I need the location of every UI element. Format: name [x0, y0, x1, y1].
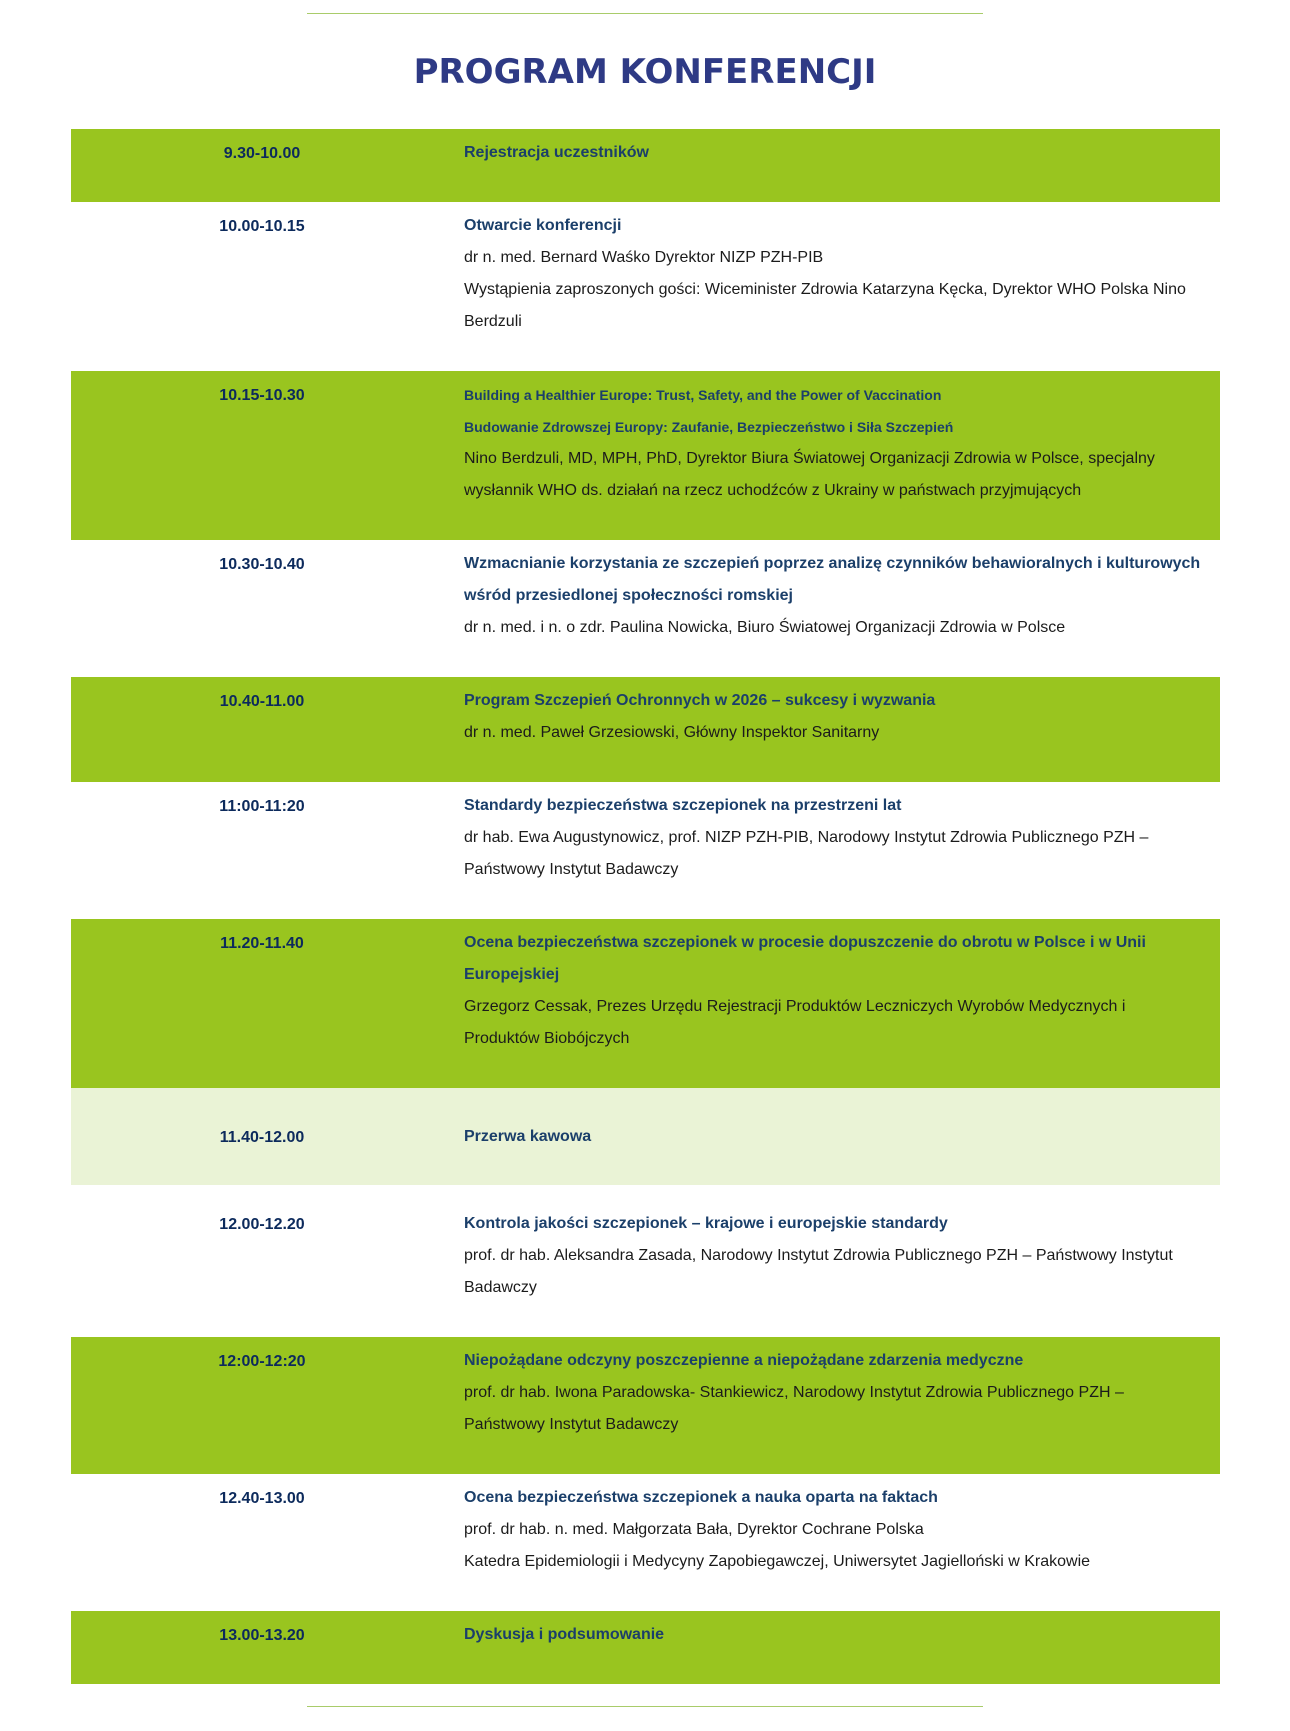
- top-divider: [307, 13, 983, 14]
- schedule-row: [71, 1611, 1220, 1684]
- session-title: Rejestracja uczestników: [464, 144, 649, 161]
- session-time: 10.30-10.40: [219, 556, 305, 573]
- session-speaker: dr n. med. i n. o zdr. Paulina Nowicka, Biuro Światowej Organizacji Zdrowia w Polsce: [464, 619, 1066, 636]
- session-content: [464, 548, 1209, 644]
- session-speaker: prof. dr hab. n. med. Małgorzata Bała, Dyrektor Cochrane Polska: [464, 1521, 924, 1538]
- session-title: Program Szczepień Ochronnych w 2026 – sukcesy i wyzwania: [464, 692, 936, 709]
- session-title: Kontrola jakości szczepionek – krajowe i europejskie standardy: [464, 1215, 948, 1232]
- session-speaker: Badawczy: [464, 1279, 537, 1296]
- session-title: Otwarcie konferencji: [464, 217, 622, 234]
- session-speaker: Grzegorz Cessak, Prezes Urzędu Rejestracji Produktów Leczniczych Wyrobów Medycznych i: [464, 998, 1126, 1015]
- session-speaker: Katedra Epidemiologii i Medycyny Zapobiegawczej, Uniwersytet Jagielloński w Krakowie: [464, 1553, 1091, 1570]
- session-speaker: Państwowy Instytut Badawczy: [464, 1416, 679, 1433]
- session-speaker: dr hab. Ewa Augustynowicz, prof. NIZP PZH-PIB, Narodowy Instytut Zdrowia Publicznego PZH –: [464, 829, 1149, 846]
- session-content: [464, 1619, 1209, 1651]
- session-time: 12.00-12.20: [219, 1216, 305, 1233]
- schedule-table: [71, 129, 1220, 1684]
- session-content: [464, 790, 1209, 886]
- session-time: 10.40-11.00: [219, 693, 305, 710]
- schedule-row: [71, 1337, 1220, 1474]
- session-title-pl: Budowanie Zdrowszej Europy: Zaufanie, Bezpieczeństwo i Siła Szczepień: [464, 419, 954, 435]
- session-title: Ocena bezpieczeństwa szczepionek w procesie dopuszczenie do obrotu w Polsce i w Unii: [464, 934, 1146, 951]
- session-speaker: Produktów Biobójczych: [464, 1030, 630, 1047]
- session-time: 10.15-10.30: [219, 387, 305, 404]
- schedule-row-break: [71, 1088, 1220, 1185]
- session-title: Wzmacnianie korzystania ze szczepień poprzez analizę czynników behawioralnych i kulturowych: [464, 555, 1201, 572]
- bottom-divider: [307, 1706, 983, 1707]
- session-time: 11.40-12.00: [219, 1129, 305, 1146]
- session-content: [464, 685, 1209, 749]
- session-title: Dyskusja i podsumowanie: [464, 1626, 665, 1643]
- session-time: 12:00-12:20: [218, 1353, 306, 1370]
- schedule-row: [71, 540, 1220, 677]
- session-time: 11.20-11.40: [220, 935, 304, 952]
- session-content: [464, 1345, 1209, 1441]
- session-title: Ocena bezpieczeństwa szczepionek a nauka oparta na faktach: [464, 1489, 938, 1506]
- session-title-en: Building a Healthier Europe: Trust, Safety, and the Power of Vaccination: [464, 387, 942, 403]
- session-content: [464, 1208, 1209, 1304]
- schedule-row: [71, 919, 1220, 1088]
- schedule-row: [71, 1185, 1220, 1337]
- schedule-row: [71, 677, 1220, 782]
- session-content: [464, 1482, 1209, 1578]
- session-title: Przerwa kawowa: [464, 1128, 592, 1145]
- session-speaker: prof. dr hab. Iwona Paradowska- Stankiewicz, Narodowy Instytut Zdrowia Publicznego PZH –: [464, 1384, 1124, 1401]
- session-time: 11:00-11:20: [219, 798, 305, 815]
- schedule-row: [71, 129, 1220, 202]
- session-speaker: Nino Berdzuli, MD, MPH, PhD, Dyrektor Biura Światowej Organizacji Zdrowia w Polsce, specjalny: [464, 450, 1155, 467]
- session-speaker: Państwowy Instytut Badawczy: [464, 861, 679, 878]
- session-speaker: dr n. med. Bernard Waśko Dyrektor NIZP PZH-PIB: [464, 249, 824, 266]
- session-time: 9.30-10.00: [223, 145, 301, 162]
- session-title: Niepożądane odczyny poszczepienne a niepożądane zdarzenia medyczne: [464, 1352, 1024, 1369]
- session-content: [464, 1121, 1209, 1153]
- session-time: 10.00-10.15: [219, 218, 305, 235]
- page-title: PROGRAM KONFERENCJI: [413, 52, 877, 92]
- session-content: [464, 210, 1209, 338]
- session-speaker: Berdzuli: [464, 313, 522, 330]
- session-content: [464, 927, 1209, 1055]
- session-speaker: prof. dr hab. Aleksandra Zasada, Narodowy Instytut Zdrowia Publicznego PZH – Państwowy Instytut: [464, 1247, 1173, 1264]
- schedule-row: [71, 371, 1220, 540]
- session-title: Europejskiej: [464, 966, 560, 983]
- session-title: Standardy bezpieczeństwa szczepionek na przestrzeni lat: [464, 797, 902, 814]
- session-speaker: dr n. med. Paweł Grzesiowski, Główny Inspektor Sanitarny: [464, 724, 880, 741]
- session-content: [464, 379, 1209, 507]
- session-speaker: Wystąpienia zaproszonych gości: Wiceminister Zdrowia Katarzyna Kęcka, Dyrektor WHO Polska Nino: [464, 281, 1186, 298]
- session-title: wśród przesiedlonej społeczności romskiej: [464, 587, 793, 604]
- session-time: 13.00-13.20: [219, 1627, 305, 1644]
- session-speaker: wysłannik WHO ds. działań na rzecz uchodźców z Ukrainy w państwach przyjmujących: [464, 482, 1082, 499]
- schedule-row: [71, 1474, 1220, 1611]
- schedule-row: [71, 782, 1220, 919]
- schedule-row: [71, 202, 1220, 371]
- session-content: [464, 137, 1209, 169]
- session-time: 12.40-13.00: [219, 1490, 305, 1507]
